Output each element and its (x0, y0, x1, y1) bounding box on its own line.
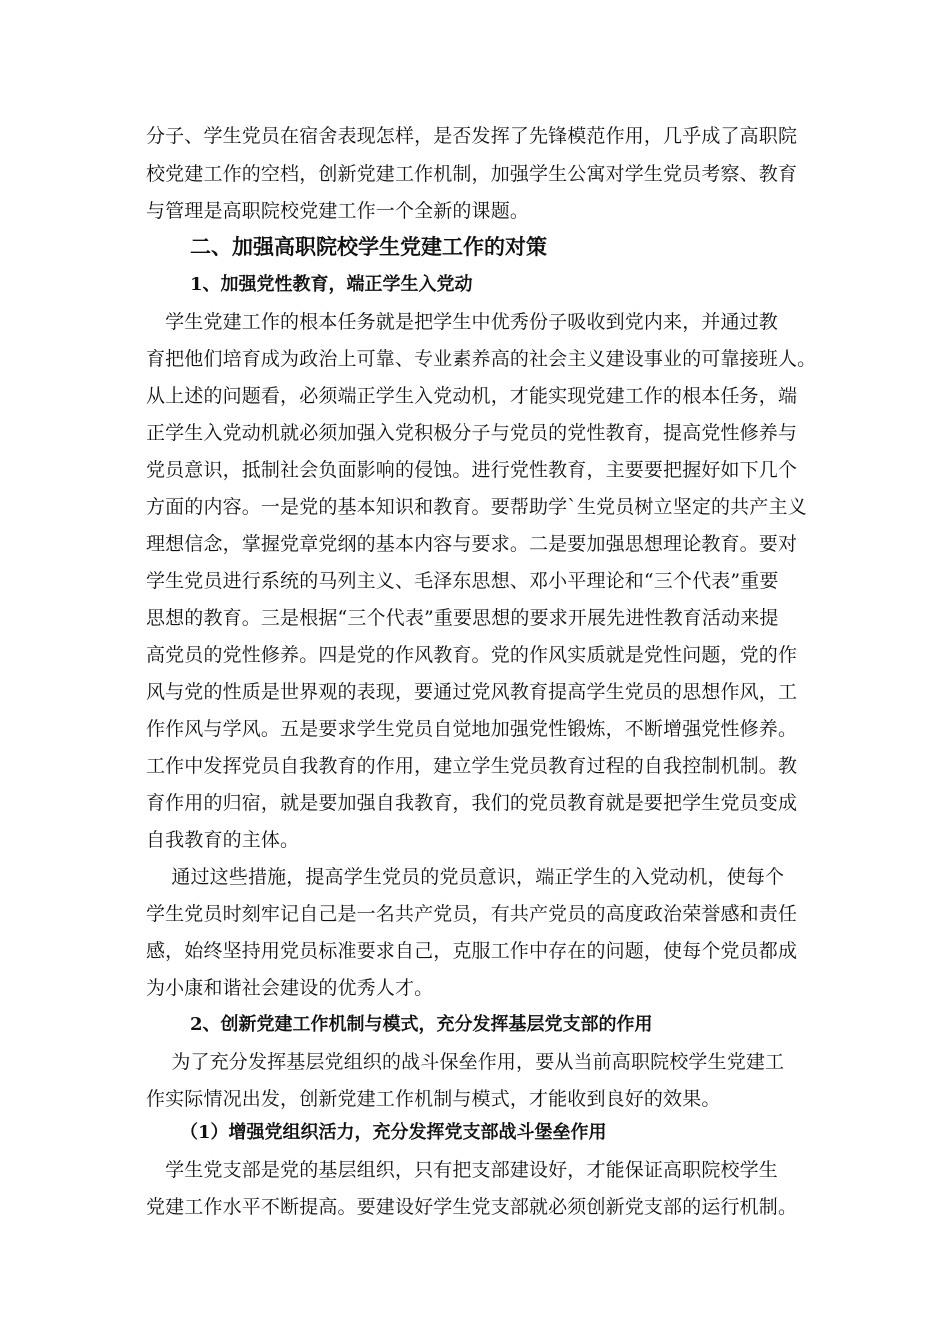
text-line: 育作用的归宿，就是要加强自我教育，我们的党员教育就是要把学生党员变成 (146, 792, 798, 814)
text-line: 高党员的党性修养。四是党的作风教育。党的作风实质就是党性问题，党的作 (146, 644, 798, 666)
text-line: 校党建工作的空档，创新党建工作机制，加强学生公寓对学生党员考察、教育 (146, 163, 798, 185)
text-line: 学生党员时刻牢记自己是一名共产党员，有共产党员的高度政治荣誉感和责任 (146, 903, 798, 925)
text-line: 从上述的问题看，必须端正学生入党动机，才能实现党建工作的根本任务，端 (146, 385, 798, 407)
text-line: 通过这些措施，提高学生党员的党员意识，端正学生的入党动机，使每个 (146, 866, 785, 888)
text-line: 党员意识，抵制社会负面影响的侵蚀。进行党性教育，主要要把握好如下几个 (146, 459, 798, 481)
text-line: 方面的内容。一是党的基本知识和教育。要帮助学`生党员树立坚定的共产主义 (146, 496, 807, 518)
text-line: 为了充分发挥基层党组织的战斗保垒作用，要从当前高职院校学生党建工 (146, 1051, 785, 1073)
text-line: 感，始终坚持用党员标准要求自己，克服工作中存在的问题，使每个党员都成 (146, 940, 798, 962)
text-line: 工作中发挥党员自我教育的作用，建立学生党员教育过程的自我控制机制。教 (146, 755, 798, 777)
text-line: 学生党员进行系统的马列主义、毛泽东思想、邓小平理论和“三个代表”重要 (146, 570, 779, 592)
text-line: 思想的教育。三是根据“三个代表”重要思想的要求开展先进性教育活动来提 (146, 607, 779, 629)
text-line: 学生党建工作的根本任务就是把学生中优秀份子吸收到党内来，并通过教 (146, 311, 778, 333)
text-line: 分子、学生党员在宿舍表现怎样，是否发挥了先锋模范作用，几乎成了高职院 (146, 125, 798, 147)
text-line: 作作风与学风。五是要求学生党员自觉地加强党性锻炼，不断增强党性修养。 (146, 718, 798, 740)
subsection-heading: （1）增强党组织活力，充分发挥党支部战斗堡垒作用 (180, 1122, 607, 1143)
subsection-heading: 2、创新党建工作机制与模式，充分发挥基层党支部的作用 (190, 1014, 653, 1035)
text-line: 正学生入党动机就必须加强入党积极分子与党员的党性教育，提高党性修养与 (146, 422, 798, 444)
text-line: 学生党支部是党的基层组织，只有把支部建设好，才能保证高职院校学生 (146, 1159, 778, 1181)
text-line: 理想信念，掌握党章党纲的基本内容与要求。二是要加强思想理论教育。要对 (146, 533, 798, 555)
text-line: 育把他们培育成为政治上可靠、专业素养高的社会主义建设事业的可靠接班人。 (146, 348, 817, 370)
text-line: 风与党的性质是世界观的表现，要通过党风教育提高学生党员的思想作风，工 (146, 681, 798, 703)
text-line: 党建工作水平不断提高。要建设好学生党支部就必须创新党支部的运行机制。 (146, 1196, 798, 1218)
text-line: 作实际情况出发，创新党建工作机制与模式，才能收到良好的效果。 (146, 1088, 721, 1110)
text-line: 与管理是高职院校党建工作一个全新的课题。 (146, 200, 530, 222)
section-heading: 二、加强高职院校学生党建工作的对策 (190, 235, 547, 259)
text-line: 自我教育的主体。 (146, 829, 300, 851)
text-line: 为小康和谐社会建设的优秀人才。 (146, 977, 434, 999)
subsection-heading: 1、加强党性教育，端正学生入党动 (190, 274, 473, 295)
